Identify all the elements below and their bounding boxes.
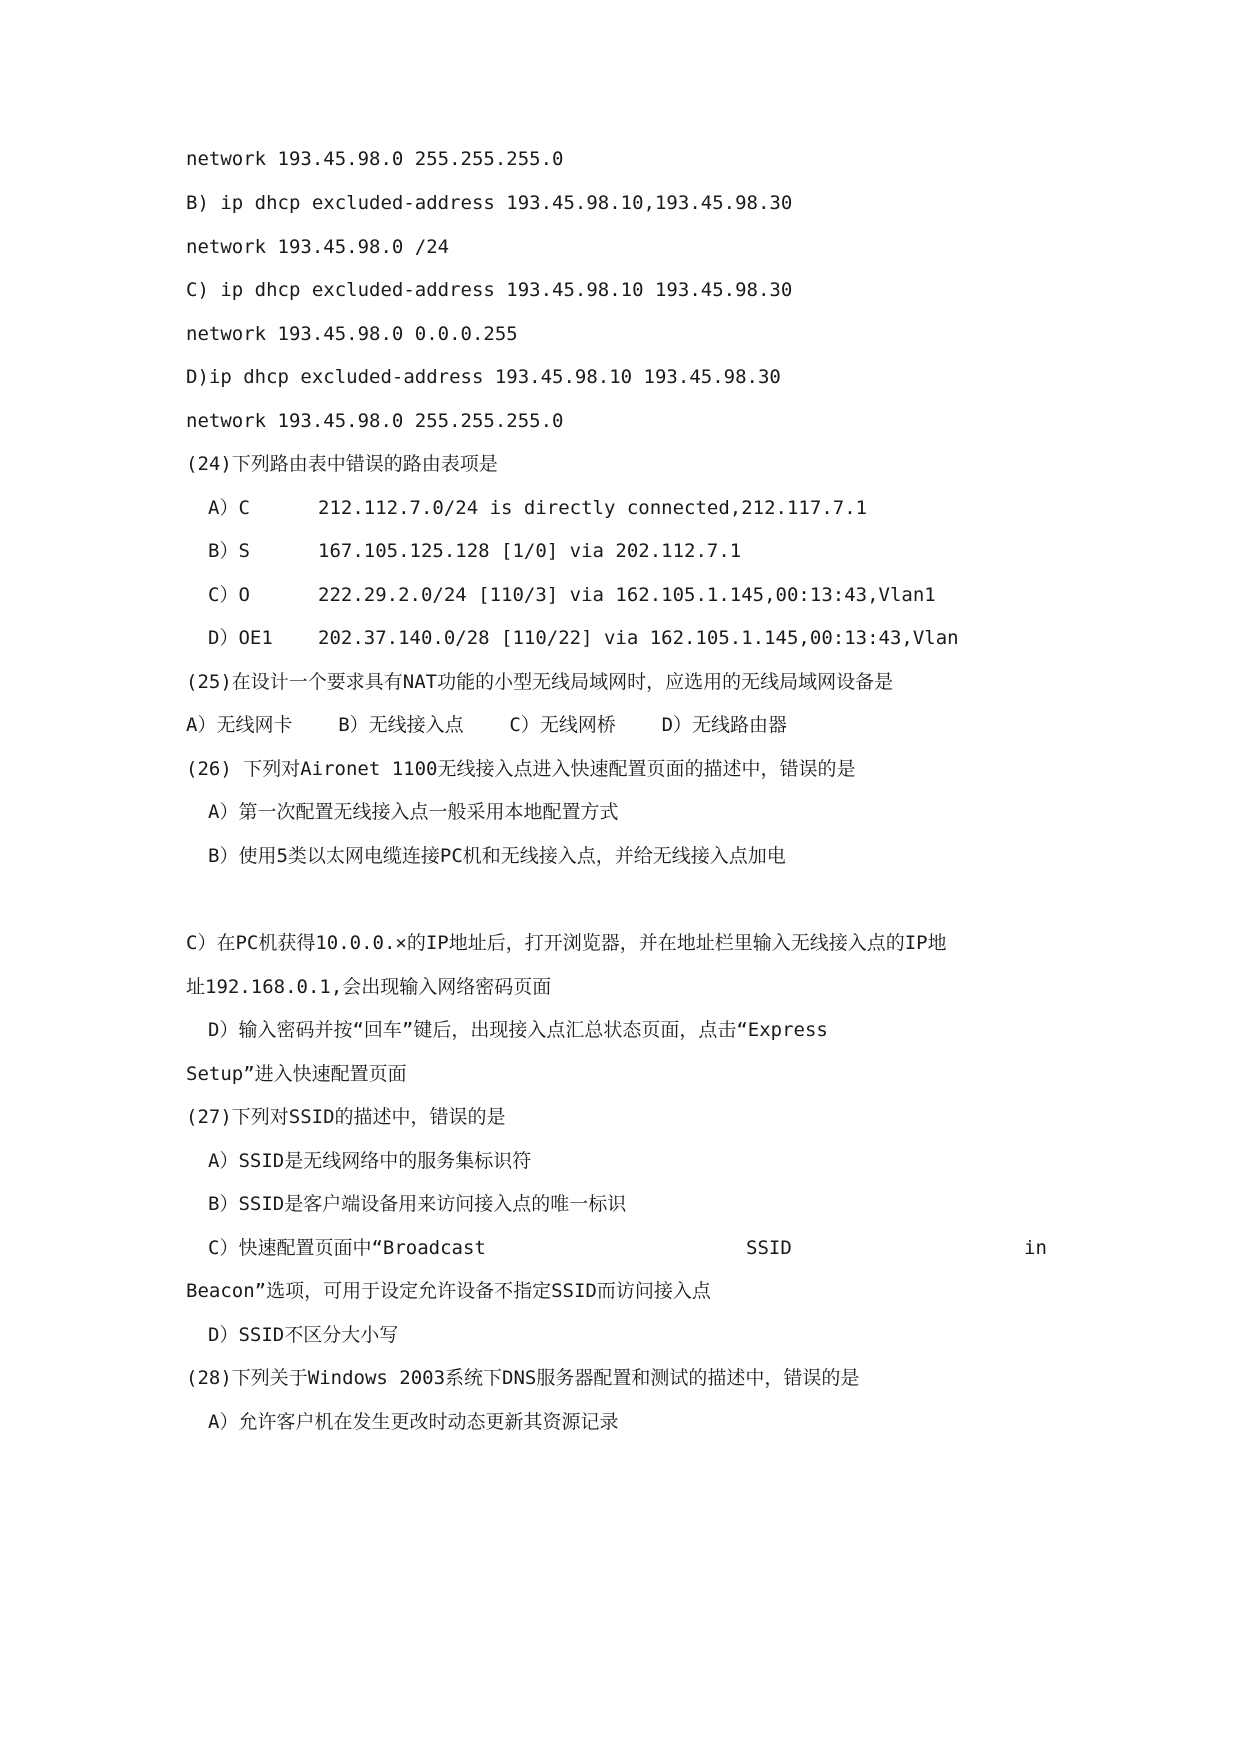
justified-word: SSID	[746, 1237, 792, 1259]
text-line: network 193.45.98.0 255.255.255.0	[186, 148, 564, 170]
text-line: C) ip dhcp excluded-address 193.45.98.10 193.45.98.30	[186, 279, 793, 301]
q26-option-b: B）使用5类以太网电缆连接PC机和无线接入点，并给无线接入点加电	[208, 845, 786, 867]
q26-option-c-line2: 址192.168.0.1,会出现输入网络密码页面	[186, 976, 552, 998]
q27-option-c-line2: Beacon”选项，可用于设定允许设备不指定SSID而访问接入点	[186, 1280, 711, 1302]
route-entry: 202.37.140.0/28 [110/22] via 162.105.1.145,00:13:43,Vlan	[318, 627, 959, 649]
option-label: B）S	[208, 540, 250, 562]
question-28-stem: (28)下列关于Windows 2003系统下DNS服务器配置和测试的描述中，错误的是	[186, 1367, 860, 1389]
text-line: network 193.45.98.0 /24	[186, 236, 450, 258]
question-26-stem: (26) 下列对Aironet 1100无线接入点进入快速配置页面的描述中，错误的是	[186, 758, 856, 780]
question-24-stem: (24)下列路由表中错误的路由表项是	[186, 453, 498, 475]
route-entry: 212.112.7.0/24 is directly connected,212.117.7.1	[318, 497, 868, 519]
q26-option-c-line1: C）在PC机获得10.0.0.×的IP地址后，打开浏览器，并在地址栏里输入无线接入点的IP地	[186, 932, 947, 954]
q27-option-d: D）SSID不区分大小写	[208, 1324, 399, 1346]
question-27-stem: (27)下列对SSID的描述中，错误的是	[186, 1106, 506, 1128]
option-label: D）OE1	[208, 627, 273, 649]
text-line: network 193.45.98.0 255.255.255.0	[186, 410, 564, 432]
question-25-stem: (25)在设计一个要求具有NAT功能的小型无线局域网时，应选用的无线局域网设备是	[186, 671, 894, 693]
question-25-options: A）无线网卡 B）无线接入点 C）无线网桥 D）无线路由器	[186, 714, 788, 736]
route-entry: 167.105.125.128 [1/0] via 202.112.7.1	[318, 540, 742, 562]
option-label: C）O	[208, 584, 250, 606]
q27-option-b: B）SSID是客户端设备用来访问接入点的唯一标识	[208, 1193, 627, 1215]
justified-word: C）快速配置页面中“Broadcast	[208, 1237, 486, 1259]
text-line: D)ip dhcp excluded-address 193.45.98.10 193.45.98.30	[186, 366, 781, 388]
text-line: network 193.45.98.0 0.0.0.255	[186, 323, 518, 345]
q27-option-a: A）SSID是无线网络中的服务集标识符	[208, 1150, 532, 1172]
text-line: B) ip dhcp excluded-address 193.45.98.10,193.45.98.30	[186, 192, 793, 214]
route-entry: 222.29.2.0/24 [110/3] via 162.105.1.145,00:13:43,Vlan1	[318, 584, 936, 606]
q26-option-a: A）第一次配置无线接入点一般采用本地配置方式	[208, 801, 619, 823]
q28-option-a: A）允许客户机在发生更改时动态更新其资源记录	[208, 1411, 619, 1433]
justified-word: in	[1024, 1237, 1047, 1259]
q26-option-d-line2: Setup”进入快速配置页面	[186, 1063, 407, 1085]
q26-option-d-line1: D）输入密码并按“回车”键后，出现接入点汇总状态页面，点击“Express	[208, 1019, 828, 1041]
option-label: A）C	[208, 497, 250, 519]
